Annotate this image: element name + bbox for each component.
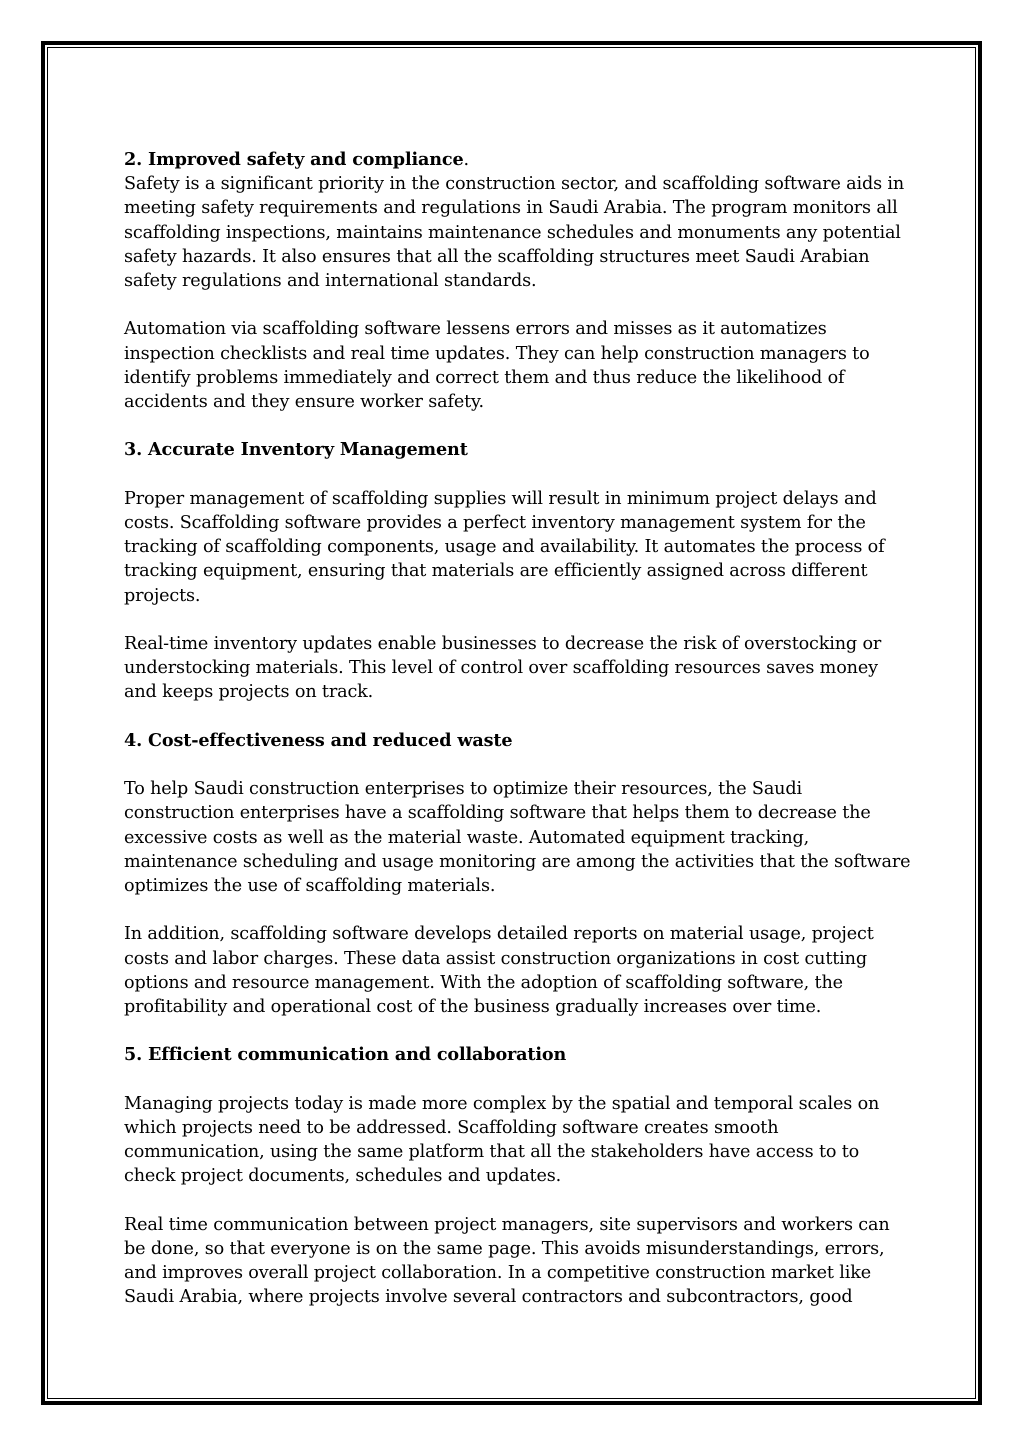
paragraph: Real time communication between project managers, site supervisors and workers can be done, so that everyone is on the same page. This avoids misunderstandings, errors, and improves overall project collaboration. In a competitive construction market like Saudi Arabia, where projects involve several contractors and subcontractors, good — [124, 1214, 890, 1308]
paragraph: Proper management of scaffolding supplies will result in minimum project delays and costs. Scaffolding software provides a perfect inventory management system for the tracking of scaffolding components, usage and availability. It automates the process of tracking equipment, ensuring that materials are efficiently assigned across different projects. — [124, 488, 885, 606]
section-heading-communication: 5. Efficient communication and collaboration — [124, 1044, 567, 1066]
paragraph: Automation via scaffolding software lessens errors and misses as it automatizes inspection checklists and real time updates. They can help construction managers to identify problems immediately and correct them and thus reduce the likelihood of accidents and they ensure worker safety. — [124, 319, 870, 413]
paragraph: Managing projects today is made more complex by the spatial and temporal scales on which projects need to be addressed. Scaffolding software creates smooth communication, using the same platform that all the stakeholders have access to to check project documents, schedules and updates. — [124, 1093, 880, 1187]
section-heading-safety: 2. Improved safety and compliance. — [124, 149, 469, 170]
document-body — [124, 148, 914, 1334]
section-heading-inventory: 3. Accurate Inventory Management — [124, 439, 468, 461]
paragraph: Safety is a significant priority in the construction sector, and scaffolding software aids in meeting safety requirements and regulations in Saudi Arabia. The program monitors all scaffolding inspections, maintains maintenance schedules and monuments any potential safety hazards. It also ensures that all the scaffolding structures meet Saudi Arabian safety regulations and international standards. — [124, 174, 905, 292]
section-heading-cost: 4. Cost-effectiveness and reduced waste — [124, 729, 513, 751]
paragraph: To help Saudi construction enterprises to optimize their resources, the Saudi construction enterprises have a scaffolding software that helps them to decrease the excessive costs as well as the material waste. Automated equipment tracking, maintenance scheduling and usage monitoring are among the activities that the software optimizes the use of scaffolding materials. — [124, 779, 911, 896]
paragraph: In addition, scaffolding software develops detailed reports on material usage, project costs and labor charges. These data assist construction organizations in cost cutting options and resource management. With the adoption of scaffolding software, the profitability and operational cost of the business gradually increases over time. — [124, 924, 874, 1017]
paragraph: Real-time inventory updates enable businesses to decrease the risk of overstocking or understocking materials. This level of control over scaffolding resources saves money and keeps projects on track. — [124, 634, 882, 703]
